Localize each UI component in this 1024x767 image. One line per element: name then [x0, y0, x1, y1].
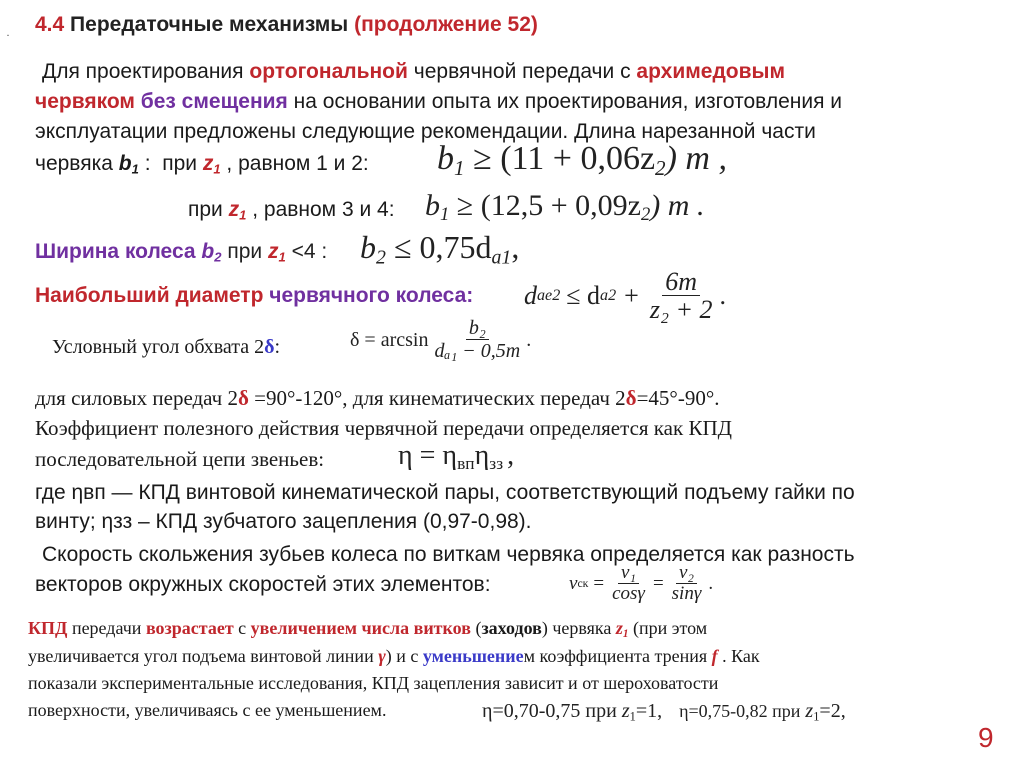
text: Для проектирования — [42, 60, 244, 83]
intro-line-5 — [188, 198, 395, 223]
term-archimedean: архимедовым — [636, 60, 785, 83]
intro-line-4 — [35, 152, 369, 177]
diameter-line — [35, 284, 473, 308]
body-line-6: Скорость скольжения зубьев колеса по виткам червяка определяется как разность — [42, 543, 855, 566]
width-line — [35, 240, 327, 265]
formula-v-sliding: v ск = $\frac{\text{v₁}}{\cos\gamma}$ = $\frac{\text{v₂}}{\sin\gamma}$ . — [569, 562, 714, 604]
text: : — [144, 152, 151, 175]
text: на основании опыта их проектирования, изготовления и — [293, 90, 843, 113]
page-number: 9 — [978, 722, 994, 753]
text: , равном 3 и 4: — [252, 198, 395, 221]
intro-line-2 — [35, 90, 842, 114]
text: , равном 1 и 2: — [226, 152, 369, 175]
body-line-5: винту; ηзз – КПД зубчатого зацепления (0,97-0,98). — [35, 510, 532, 533]
formula-b1-case2: $b_1 \ge (12,5 + 0,09z_2)$ m . — [425, 189, 705, 226]
text: червячной передачи с — [413, 60, 631, 83]
bottom-line-3: показали экспериментальные исследования, КПД зацепления зависит и от шероховатости — [28, 673, 719, 693]
body-line-3: последовательной цепи звеньев: — [35, 447, 325, 471]
body-line-2: Коэффициент полезного действия червячной передачи определяется как КПД — [35, 416, 732, 440]
var-delta: δ — [237, 386, 249, 410]
title-continuation: (продолжение 52) — [354, 13, 538, 36]
formula-dae2: d ae2 ≤ d a2 + $\frac{6m}{\text{z₂ + 2}}$ . — [524, 267, 727, 325]
var-z1: $z_1$ — [228, 198, 247, 223]
slide-dot: · — [6, 28, 10, 42]
formula-eta: $\eta = \eta_{вп}\eta_{зз}$ , — [398, 440, 515, 473]
text: при — [188, 198, 223, 221]
var-gamma: γ — [378, 646, 386, 666]
bottom-line-2: увеличивается угол подъема винтовой линии γ) и с уменьшением коэффициента трения f . Как — [28, 646, 760, 666]
bottom-line-4: поверхности, увеличиваясь с ее уменьшением. — [28, 700, 387, 720]
bottom-line-1: КПД передачи возрастает с увеличением числа витков (заходов) червяка $z_1$ (при этом — [28, 618, 708, 641]
text: Ширина колеса — [35, 240, 196, 263]
formula-kpd-values: η=0,70-0,75 при $z_1=1$, η=0,75-0,82 при $z_1=2$, — [482, 700, 846, 724]
formula-b1-case1: $b_1 \ge (11 + 0,06z_2)$ m , — [437, 140, 727, 180]
term-orthogonal: ортогональной — [249, 60, 408, 83]
term-worm: червяком — [35, 90, 135, 113]
formula-b2: $b_2 \le 0,75d_{a1}$, — [360, 229, 520, 269]
text: червяка — [35, 152, 113, 175]
var-z1: $z_1$ — [615, 618, 629, 641]
body-line-4: где ηвп — КПД винтовой кинематической пары, соответствующий подъему гайки по — [35, 481, 855, 504]
text: Наибольший диаметр — [35, 284, 264, 307]
page-title — [35, 13, 538, 37]
term-no-offset: без смещения — [140, 90, 288, 113]
var-f: f — [711, 646, 718, 666]
var-b2: $b_2$ — [201, 240, 222, 265]
text: <4 : — [291, 240, 328, 263]
text: : — [274, 336, 281, 358]
text: при — [227, 240, 263, 263]
intro-line-1 — [42, 60, 785, 84]
text: при — [162, 152, 197, 175]
var-b1: $b_1$ — [118, 152, 139, 177]
title-main: Передаточные механизмы — [70, 13, 349, 36]
text: Условный угол обхвата 2 — [52, 336, 265, 358]
intro-line-3: эксплуатации предложены следующие рекомендации. Длина нарезанной части — [35, 120, 816, 143]
angle-line — [52, 336, 280, 359]
var-z1: $z_1$ — [202, 152, 221, 177]
title-number: 4.4 — [35, 13, 65, 36]
var-delta: δ — [625, 386, 637, 410]
var-z1: $z_1$ — [267, 240, 286, 265]
text: червячного колеса: — [269, 284, 474, 307]
formula-delta: δ = arcsin $\frac{\text{b₂}}{\text{dₐ₁ − 0,5m}}$ . — [350, 317, 532, 362]
body-line-7: векторов окружных скоростей этих элементов: — [35, 573, 491, 596]
var-delta: δ — [264, 336, 275, 358]
body-line-1: для силовых передач 2δ =90°-120°, для кинематических передач 2δ=45°-90°. — [35, 386, 720, 410]
